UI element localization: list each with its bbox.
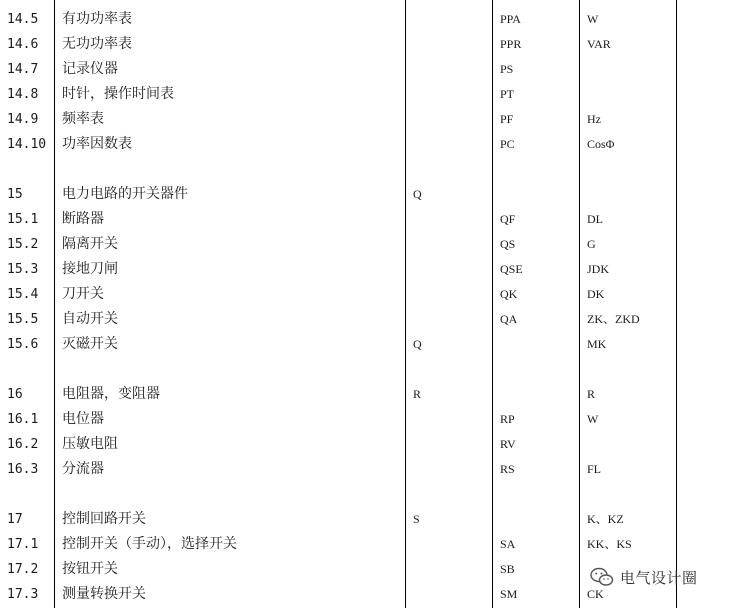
new-symbol: PT [500,87,515,101]
table-row [0,7,729,32]
table-row [0,507,729,532]
old-symbol: DL [587,212,603,226]
old-symbol: KK、KS [587,537,632,551]
item-name: 记录仪器 [62,61,118,77]
item-number: 14.7 [7,62,39,77]
new-symbol: QSE [500,262,523,276]
table-row [0,57,729,82]
old-symbol: CK [587,587,604,601]
item-number: 14.9 [7,112,39,127]
item-name: 时针，操作时间表 [62,86,174,102]
old-symbol: FL [587,462,602,476]
table-row-spacer [0,157,729,182]
old-symbol: G [587,237,596,251]
old-symbol: R [587,387,596,401]
item-number: 16.1 [7,412,39,427]
category-code: R [413,387,422,401]
item-number: 14.8 [7,87,39,102]
old-symbol: VAR [587,37,611,51]
item-name: 灭磁开关 [62,336,118,352]
item-name: 接地刀闸 [62,261,118,277]
item-number: 17.3 [7,587,39,602]
table-row [0,232,729,257]
new-symbol: SM [500,587,518,601]
old-symbol: CosΦ [587,137,615,151]
item-name: 自动开关 [62,311,118,327]
new-symbol: QA [500,312,518,326]
category-code: Q [413,187,422,201]
item-name: 隔离开关 [62,236,118,252]
new-symbol: RP [500,412,515,426]
category-code: Q [413,337,422,351]
new-symbol: PS [500,62,514,76]
table-row [0,282,729,307]
item-number: 15.3 [7,262,39,277]
item-name: 断路器 [62,211,104,227]
table-row [0,432,729,457]
new-symbol: PPR [500,37,522,51]
new-symbol: QK [500,287,518,301]
table-row [0,407,729,432]
item-number: 16.2 [7,437,39,452]
table-row [0,82,729,107]
old-symbol: W [587,412,599,426]
item-name: 电位器 [62,411,104,427]
item-name: 刀开关 [62,286,104,302]
table-row [0,32,729,57]
item-number: 15.5 [7,312,39,327]
item-name: 按钮开关 [62,561,118,577]
item-number: 15.4 [7,287,39,302]
old-symbol: DK [587,287,605,301]
old-symbol: Hz [587,112,601,126]
new-symbol: PC [500,137,515,151]
item-number: 15.2 [7,237,39,252]
item-name: 压敏电阻 [62,436,118,452]
old-symbol: W [587,12,599,26]
table-row [0,457,729,482]
item-name: 有功功率表 [62,11,132,27]
item-number: 15.6 [7,337,39,352]
watermark [590,564,698,590]
table-row-spacer [0,482,729,507]
new-symbol: QF [500,212,516,226]
new-symbol: RV [500,437,516,451]
item-number: 14.5 [7,12,39,27]
category-code: S [413,512,420,526]
old-symbol: ZK、ZKD [587,312,640,326]
clipped-previous-row [0,0,729,4]
item-number: 16 [7,387,23,402]
new-symbol: PF [500,112,514,126]
item-name: 控制开关（手动），选择开关 [62,536,237,552]
item-name: 电阻器，变阻器 [62,386,160,402]
new-symbol: RS [500,462,515,476]
item-name: 控制回路开关 [62,511,146,527]
new-symbol: QS [500,237,516,251]
item-name: 功率因数表 [62,136,132,152]
new-symbol: SA [500,537,516,551]
new-symbol: PPA [500,12,521,26]
item-number: 15 [7,187,23,202]
table-row [0,307,729,332]
item-name: 频率表 [62,111,104,127]
item-number: 17 [7,512,23,527]
item-number: 16.3 [7,462,39,477]
watermark-text: 电气设计圈 [620,568,698,587]
wechat-logo-icon [590,567,614,587]
table-row [0,182,729,207]
item-number: 15.1 [7,212,39,227]
table-row [0,257,729,282]
item-name: 测量转换开关 [62,586,146,602]
item-number: 14.6 [7,37,39,52]
table-row [0,107,729,132]
item-number: 17.2 [7,562,39,577]
table-row-spacer [0,357,729,382]
item-name: 电力电路的开关器件 [62,186,188,202]
item-number: 14.10 [7,137,47,152]
table-row [0,382,729,407]
old-symbol: JDK [587,262,610,276]
item-name: 无功功率表 [62,36,132,52]
item-name: 分流器 [62,461,104,477]
old-symbol: K、KZ [587,512,624,526]
table-row [0,207,729,232]
old-symbol: MK [587,337,607,351]
table-row [0,132,729,157]
table-row [0,332,729,357]
new-symbol: SB [500,562,515,576]
item-number: 17.1 [7,537,39,552]
table-row [0,532,729,557]
